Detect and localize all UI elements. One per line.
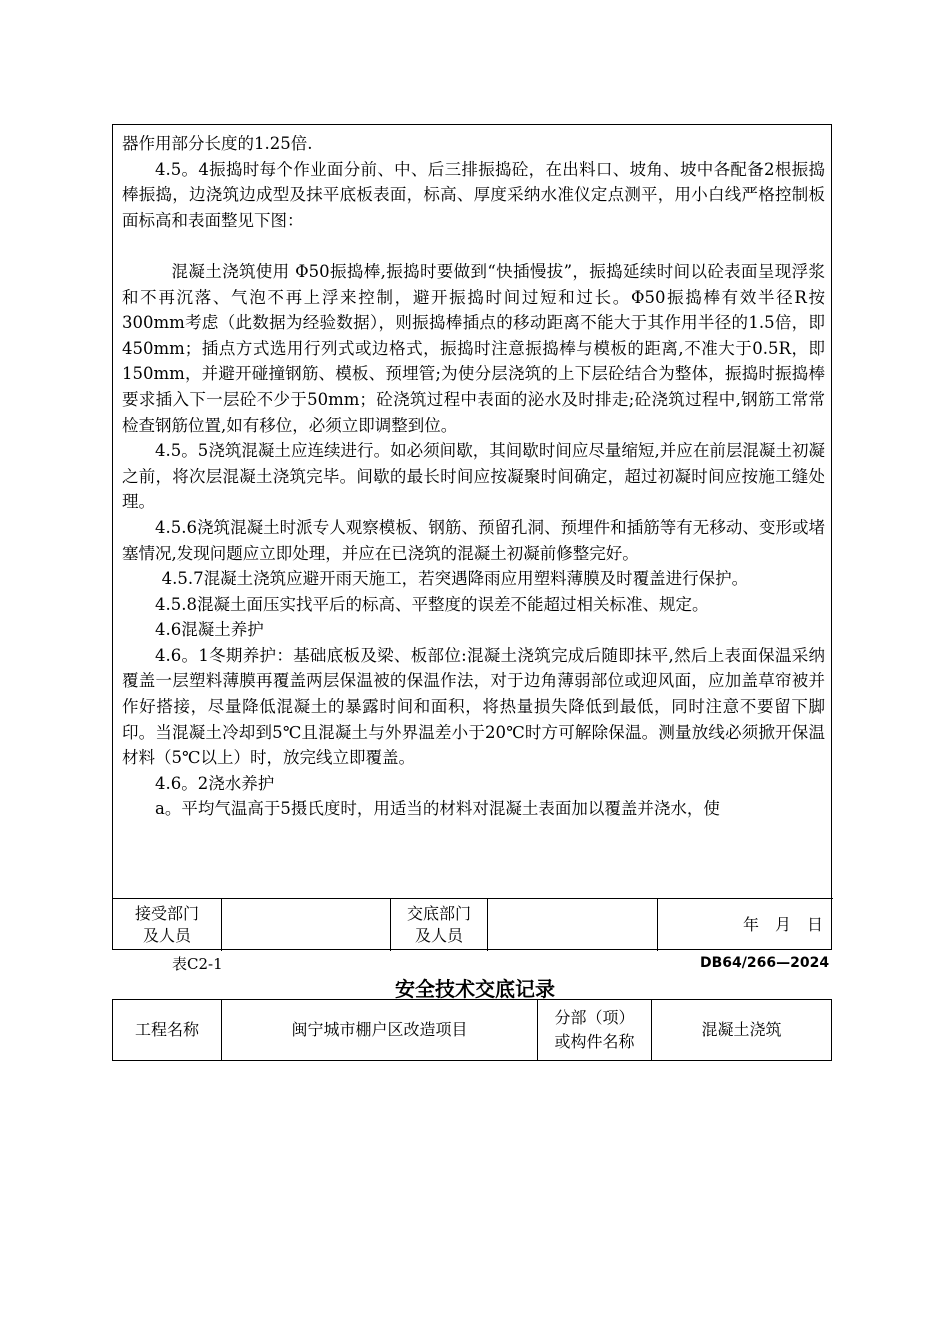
receive-dept-label: 接受部门 及人员 (113, 899, 222, 951)
content-paragraph (122, 233, 825, 259)
project-name-value: 闽宁城市棚户区改造项目 (222, 1000, 538, 1060)
content-paragraph: 混凝土浇筑使用 Φ50振捣棒,振捣时要做到“快插慢拔”，振捣延续时间以砼表面呈现浮浆和不再沉落、气泡不再上浮来控制，避开振捣时间过短和过长。Φ50振捣棒有效半径R按300mm考虑（此数据为经验数据），则振捣棒插点的移动距离不能大于其作用半径的1.5倍，即450mm；插点方式选用行列式或边格式，振捣时注意振捣棒与模板的距离,不准大于0.5R，即150mm，并避开碰撞钢筋、模板、预埋管;为使分层浇筑的上下层砼结合为整体，振捣时振捣棒要求插入下一层砼不少于50mm；砼浇筑过程中表面的泌水及时排走;砼浇筑过程中,钢筋工常常检查钢筋位置,如有移位，必须立即调整到位。 (122, 261, 825, 435)
part-name-label: 分部（项） 或构件名称 (538, 1000, 652, 1060)
page-title: 安全技术交底记录 (395, 977, 555, 1001)
receive-dept-field[interactable] (222, 899, 391, 951)
disclosure-record-box (112, 124, 832, 950)
content-paragraph: 4.6。1冬期养护：基础底板及梁、板部位:混凝土浇筑完成后随即抹平,然后上表面保温采纳覆盖一层塑料薄膜再覆盖两层保温被的保温作法，对于边角薄弱部位或迎风面，应加盖草帘被并作好搭接，尽量降低混凝土的暴露时间和面积，将热量损失降低到最低，同时注意不要留下脚印。当混凝土冷却到5℃且混凝土与外界温差小于20℃时方可解除保温。测量放线必须掀开保温材料（5℃以上）时，放完线立即覆盖。 (122, 645, 825, 768)
content-paragraph: 4.6混凝土养护 (155, 620, 264, 640)
handover-dept-field[interactable] (488, 899, 658, 951)
standard-code: DB64/266—2024 (700, 955, 830, 971)
date-field[interactable]: 年 月 日 (742, 915, 823, 934)
content-paragraph: 4.5。4振捣时每个作业面分前、中、后三排振捣砼，在出料口、坡角、坡中各配备2根振捣棒振捣，边浇筑边成型及抹平底板表面，标高、厚度采纳水准仪定点测平，用小白线严格控制板面标高和表面整见下图： (122, 159, 825, 230)
content-paragraph: 4.5.8混凝土面压实找平后的标高、平整度的误差不能超过相关标准、规定。 (155, 594, 709, 614)
part-name-value: 混凝土浇筑 (701, 1020, 782, 1039)
content-paragraph: 4.5.6浇筑混凝土时派专人观察模板、钢筋、预留孔洞、预埋件和插筋等有无移动、变形或堵塞情况,发现问题应立即处理，并应在已浇筑的混凝土初凝前修整完好。 (122, 517, 825, 563)
content-paragraph: 4.5.7混凝土浇筑应避开雨天施工，若突遇降雨应用塑料薄膜及时覆盖进行保护。 (161, 569, 749, 589)
project-name-label: 工程名称 (113, 1000, 222, 1060)
project-info-table (112, 999, 832, 1061)
content-paragraph: 4.6。2浇水养护 (155, 773, 275, 793)
form-number: 表C2-1 (172, 955, 223, 973)
signature-row (113, 898, 833, 951)
content-paragraph: a。平均气温高于5摄氏度时，用适当的材料对混凝土表面加以覆盖并浇水，使 (155, 799, 720, 819)
disclosure-content (113, 125, 833, 898)
handover-dept-label: 交底部门 及人员 (391, 899, 488, 951)
content-paragraph: 4.5。5浇筑混凝土应连续进行。如必须间歇，其间歇时间应尽量缩短,并应在前层混凝土初凝之前，将次层混凝土浇筑完毕。间歇的最长时间应按凝聚时间确定，超过初凝时间应按施工缝处理。 (122, 441, 825, 512)
content-paragraph: 器作用部分长度的1.25倍. (122, 134, 313, 153)
